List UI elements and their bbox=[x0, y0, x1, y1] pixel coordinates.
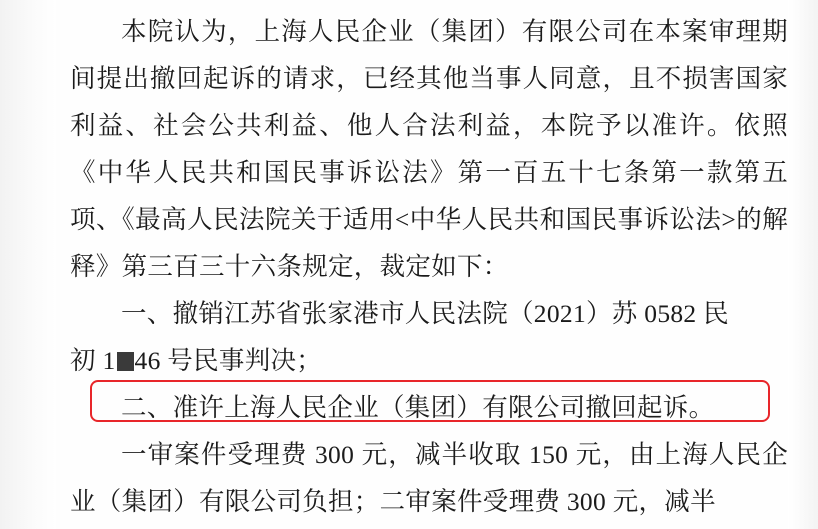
paragraph-ruling-item-one bbox=[70, 290, 788, 384]
ruling-item-one-prefix: 初 1 bbox=[70, 346, 116, 375]
redaction-mark bbox=[117, 352, 134, 371]
paragraph-ruling-item-two bbox=[70, 384, 788, 431]
paragraph-fees bbox=[70, 431, 788, 525]
paragraph-court-opinion bbox=[70, 8, 788, 290]
ruling-item-one-line1: 一、撤销江苏省张家港市人民法院（2021）苏 0582 民 bbox=[121, 299, 729, 328]
ruling-item-one-line2 bbox=[70, 337, 788, 384]
fees-text: 一审案件受理费 300 元，减半收取 150 元，由上海人民企业（集团）有限公司负担；二审案件受理费 300 元，减半 bbox=[70, 440, 788, 516]
document-body bbox=[70, 8, 788, 525]
ruling-item-two-text: 二、准许上海人民企业（集团）有限公司撤回起诉。 bbox=[121, 393, 715, 422]
court-opinion-text: 本院认为，上海人民企业（集团）有限公司在本案审理期间提出撤回起诉的请求，已经其他当事人同意，且不损害国家利益、社会公共利益、他人合法利益，本院予以准许。依照《中华人民共和国民事诉讼法》第一百五十七条第一款第五项、《最高人民法院关于适用<中华人民共和国民事诉讼法>的解释》第三百三十六条规定，裁定如下： bbox=[70, 17, 788, 281]
ruling-item-one-suffix: 46 号民事判决； bbox=[134, 346, 323, 375]
